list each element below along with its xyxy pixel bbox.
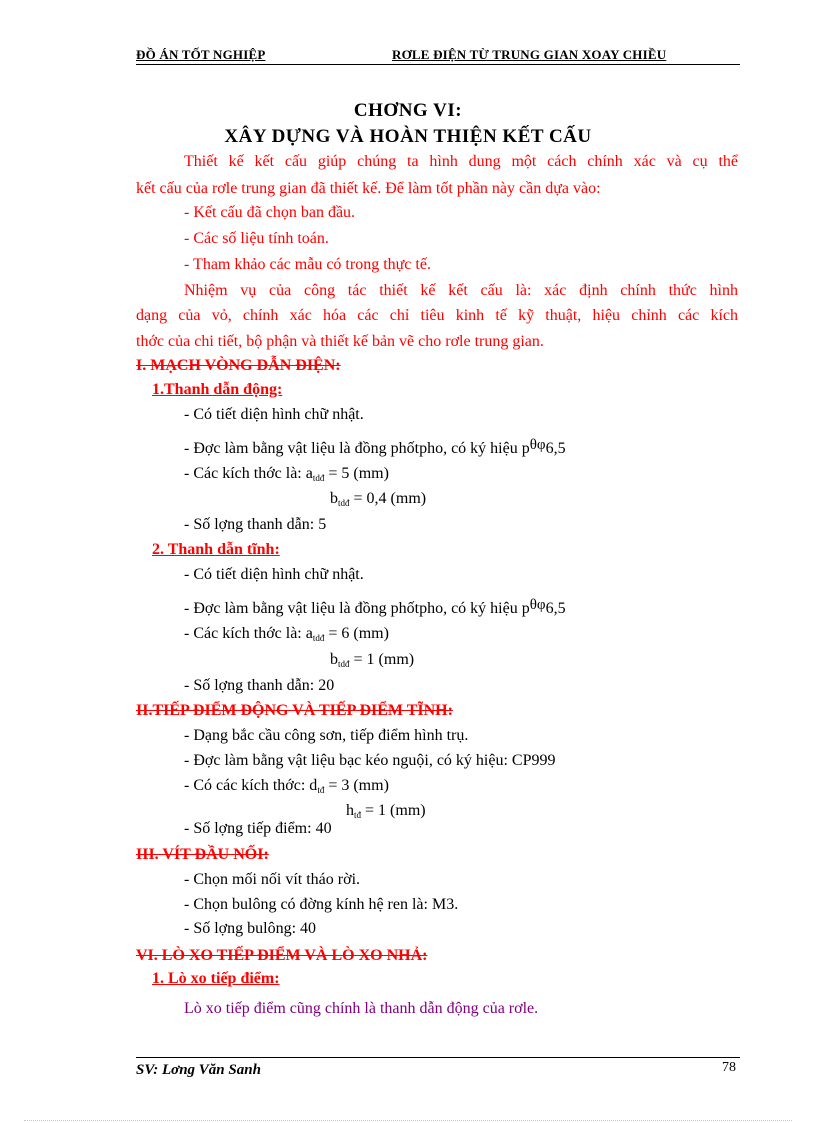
- list-item: - Các kích thớc là: $a_{tdđ} = 5$ (mm): [184, 465, 389, 483]
- task-paragraph-line: thớc của chi tiết, bộ phận và thiết kế bản vẽ cho rơle trung gian.: [136, 333, 544, 350]
- section-heading: II.TIẾP ĐIỂM ĐỘNG VÀ TIẾP ĐIỂM TĨNH:: [136, 702, 453, 719]
- task-paragraph-line: Nhiệm vụ của công tác thiết kế kết cấu là: xác định chính thức hình: [184, 282, 738, 299]
- header-left-title: ĐỒ ÁN TỐT NGHIỆP: [136, 47, 266, 62]
- list-item: - Các số liệu tính toán.: [184, 230, 329, 247]
- list-item: $b_{tdđ} = 1$ (mm): [330, 651, 415, 669]
- list-item: - Số lợng bulông: 40: [184, 920, 317, 937]
- intro-paragraph-line: kết cấu của rơle trung gian đã thiết kế. Để làm tốt phần này cần dựa vào:: [136, 180, 601, 197]
- list-item: - Có tiết diện hình chữ nhật.: [184, 566, 364, 583]
- subsection-heading: 2. Thanh dẫn tĩnh:: [152, 541, 280, 558]
- subsection-heading: 1. Lò xo tiếp điểm:: [152, 970, 280, 987]
- paragraph: Lò xo tiếp điểm cũng chính là thanh dẫn động của rơle.: [184, 1000, 539, 1017]
- list-item: $h_{tđ} = 1$ (mm): [346, 802, 426, 820]
- header-right-title: RƠLE ĐIỆN TỪ TRUNG GIAN XOAY CHIỀU: [392, 47, 667, 62]
- section-heading: VI. LÒ XO TIẾP ĐIỂM VÀ LÒ XO NHẢ:: [136, 947, 428, 964]
- list-item: - Dạng bắc cầu công sơn, tiếp điểm hình trụ.: [184, 727, 469, 744]
- page-bottom-edge: [24, 1120, 792, 1121]
- list-item: - Các kích thớc là: $a_{tdđ} = 6$ (mm): [184, 625, 389, 643]
- list-item: - Đợc làm bằng vật liệu là đồng phốtpho, có ký hiệu $p^{\theta\varphi}6,5$: [184, 437, 566, 457]
- footer-author: SV: Lơng Văn Sanh: [136, 1062, 261, 1078]
- section-heading: III. VÍT ĐẦU NỐI:: [136, 846, 269, 863]
- list-item: - Chọn mối nối vít tháo rời.: [184, 871, 361, 888]
- list-item: - Có các kích thớc: $d_{tđ} = 3$ (mm): [184, 777, 389, 795]
- list-item: - Số lợng thanh dẫn: 20: [184, 677, 335, 694]
- list-item: - Số lợng thanh dẫn: 5: [184, 516, 327, 533]
- subsection-heading: 1.Thanh dẫn động:: [152, 381, 283, 398]
- task-paragraph-line: dạng của vỏ, chính xác hóa các chỉ tiêu kinh tế kỹ thuật, hiệu chỉnh các kích: [136, 307, 738, 324]
- list-item: - Kết cấu đã chọn ban đầu.: [184, 204, 356, 221]
- list-item: - Chọn bulông có đờng kính hệ ren là: M3.: [184, 896, 459, 913]
- page-number: 78: [722, 1060, 736, 1075]
- chapter-title: XÂY DỰNG VÀ HOÀN THIỆN KẾT CẤU: [224, 126, 592, 147]
- list-item: $b_{tdđ} = 0,4$ (mm): [330, 490, 427, 508]
- list-item: - Số lợng tiếp điểm: 40: [184, 820, 332, 837]
- intro-paragraph-line: Thiết kế kết cấu giúp chúng ta hình dung một cách chính xác và cụ thể: [184, 153, 738, 170]
- chapter-number: CHƠNG VI:: [353, 100, 463, 121]
- header-divider: [136, 64, 740, 65]
- list-item: - Tham khảo các mẫu có trong thực tế.: [184, 256, 431, 273]
- list-item: - Đợc làm bằng vật liệu bạc kéo nguội, có ký hiệu: CP999: [184, 752, 556, 769]
- list-item: - Đợc làm bằng vật liệu là đồng phốtpho, có ký hiệu $p^{\theta\varphi}6,5$: [184, 597, 566, 617]
- list-item: - Có tiết diện hình chữ nhật.: [184, 406, 364, 423]
- footer-divider: [136, 1057, 740, 1058]
- section-heading: I. MẠCH VÒNG DẪN ĐIỆN:: [136, 357, 341, 374]
